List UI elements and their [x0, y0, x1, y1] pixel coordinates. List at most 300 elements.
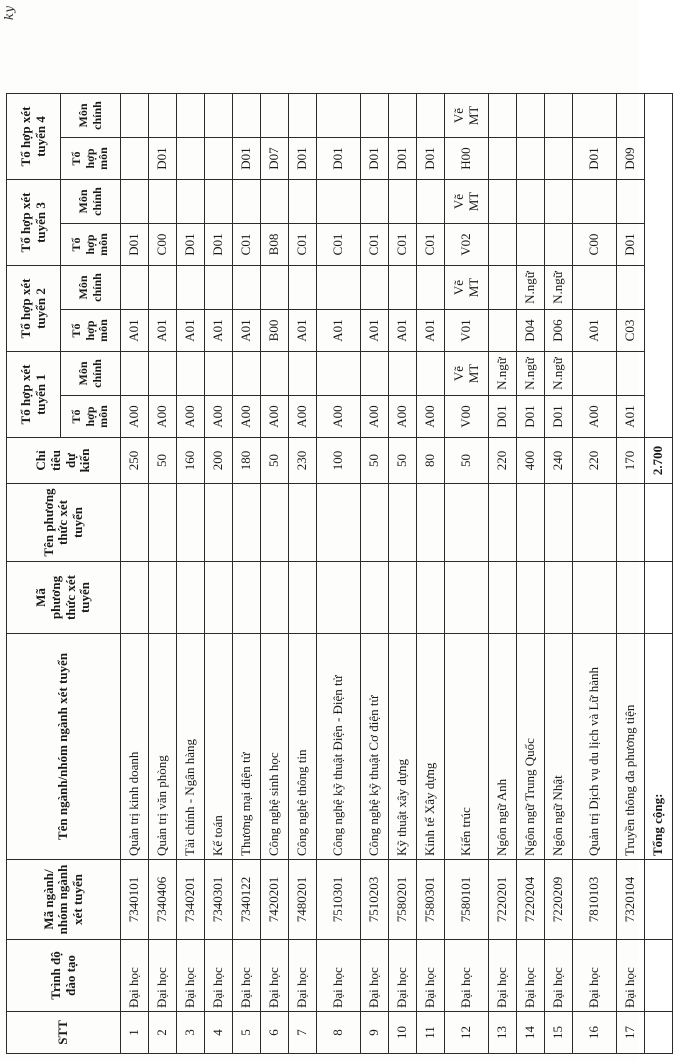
row-method-name	[149, 484, 177, 562]
row-combo-4: D09	[617, 138, 645, 180]
row-combo-4: D01	[317, 138, 361, 180]
header-method-code: Mã phương thức xét tuyển	[7, 562, 121, 634]
row-level: Đại học	[617, 940, 645, 1012]
table-row	[261, 94, 289, 1054]
row-combo-4: D01	[361, 138, 389, 180]
row-method-name	[417, 484, 445, 562]
row-main-2	[317, 266, 361, 310]
row-combo-1: A00	[389, 396, 417, 438]
row-main-2	[417, 266, 445, 310]
row-combo-1: A00	[361, 396, 389, 438]
table-row	[573, 94, 617, 1054]
total-value: 2.700	[645, 438, 673, 484]
row-combo-1: A00	[289, 396, 317, 438]
row-level: Đại học	[573, 940, 617, 1012]
row-combo-3: C01	[361, 224, 389, 266]
row-main-1	[149, 352, 177, 396]
row-method-code	[389, 562, 417, 634]
row-level: Đại học	[545, 940, 573, 1012]
total-blank	[645, 860, 673, 940]
row-combo-4	[205, 138, 233, 180]
row-main-1: N.ngữ	[489, 352, 517, 396]
row-main-4	[361, 94, 389, 138]
header-stt: STT	[7, 1012, 121, 1054]
row-code: 7340101	[121, 860, 149, 940]
row-stt: 14	[517, 1012, 545, 1054]
row-method-name	[317, 484, 361, 562]
row-method-name	[205, 484, 233, 562]
row-main-3	[289, 180, 317, 224]
row-level: Đại học	[445, 940, 489, 1012]
row-quota: 250	[121, 438, 149, 484]
row-main-1	[261, 352, 289, 396]
row-code: 7580201	[389, 860, 417, 940]
row-main-4	[261, 94, 289, 138]
row-main-4	[389, 94, 417, 138]
row-quota: 50	[261, 438, 289, 484]
row-level: Đại học	[205, 940, 233, 1012]
row-stt: 13	[489, 1012, 517, 1054]
table-row	[361, 94, 389, 1054]
header-combo-1: Tổ hợp xét tuyển 1	[7, 352, 61, 438]
row-main-2	[149, 266, 177, 310]
row-combo-4	[489, 138, 517, 180]
row-combo-2: C03	[617, 310, 645, 352]
row-combo-2: A01	[317, 310, 361, 352]
row-main-4	[573, 94, 617, 138]
row-main-4	[317, 94, 361, 138]
row-stt: 2	[149, 1012, 177, 1054]
row-main-2: N.ngữ	[517, 266, 545, 310]
table-body	[121, 94, 673, 1054]
row-combo-1: A00	[417, 396, 445, 438]
row-quota: 220	[573, 438, 617, 484]
row-main-1	[233, 352, 261, 396]
row-combo-1: A00	[149, 396, 177, 438]
row-level: Đại học	[389, 940, 417, 1012]
row-quota: 50	[389, 438, 417, 484]
row-combo-3	[517, 224, 545, 266]
row-main-4	[289, 94, 317, 138]
row-method-code	[545, 562, 573, 634]
table-row	[545, 94, 573, 1054]
row-combo-2: D04	[517, 310, 545, 352]
admission-table	[6, 93, 673, 1054]
row-combo-2: A01	[121, 310, 149, 352]
row-code: 7510203	[361, 860, 389, 940]
row-method-code	[361, 562, 389, 634]
row-main-2	[261, 266, 289, 310]
row-code: 7340301	[205, 860, 233, 940]
row-main-3	[417, 180, 445, 224]
row-main-1	[617, 352, 645, 396]
table-row	[617, 94, 645, 1054]
row-stt: 15	[545, 1012, 573, 1054]
row-quota: 400	[517, 438, 545, 484]
subheader-combo: Tổ hợp môn	[61, 396, 121, 438]
header-combo-2: Tổ hợp xét tuyển 2	[7, 266, 61, 352]
row-stt: 5	[233, 1012, 261, 1054]
row-quota: 180	[233, 438, 261, 484]
row-method-name	[545, 484, 573, 562]
row-name: Ngôn ngữ Trung Quốc	[517, 634, 545, 860]
row-main-3	[261, 180, 289, 224]
row-main-3	[317, 180, 361, 224]
row-method-name	[289, 484, 317, 562]
row-main-3	[489, 180, 517, 224]
header-level: Trình độ đào tạo	[7, 940, 121, 1012]
row-combo-1: A00	[573, 396, 617, 438]
header-quota: Chỉ tiêu dự kiến	[7, 438, 121, 484]
row-combo-2: B00	[261, 310, 289, 352]
row-level: Đại học	[261, 940, 289, 1012]
row-main-4	[517, 94, 545, 138]
row-method-code	[177, 562, 205, 634]
row-stt: 10	[389, 1012, 417, 1054]
row-main-1	[417, 352, 445, 396]
row-main-2: Vẽ MT	[445, 266, 489, 310]
row-main-4	[489, 94, 517, 138]
row-main-1	[205, 352, 233, 396]
row-stt: 16	[573, 1012, 617, 1054]
subheader-combo: Tổ hợp môn	[61, 138, 121, 180]
row-method-code	[489, 562, 517, 634]
row-combo-2: A01	[361, 310, 389, 352]
row-level: Đại học	[489, 940, 517, 1012]
row-name: Kiến trúc	[445, 634, 489, 860]
row-name: Kinh tế Xây dựng	[417, 634, 445, 860]
row-combo-2: A01	[573, 310, 617, 352]
row-main-3	[617, 180, 645, 224]
row-quota: 220	[489, 438, 517, 484]
row-combo-3: B08	[261, 224, 289, 266]
row-combo-1: A00	[261, 396, 289, 438]
total-blank	[645, 484, 673, 562]
row-name: Công nghệ kỹ thuật Điện - Điện tử	[317, 634, 361, 860]
row-stt: 17	[617, 1012, 645, 1054]
row-combo-4: D07	[261, 138, 289, 180]
row-combo-4	[517, 138, 545, 180]
row-combo-3: C01	[389, 224, 417, 266]
row-combo-2	[489, 310, 517, 352]
row-stt: 9	[361, 1012, 389, 1054]
row-name: Truyền thông đa phương tiện	[617, 634, 645, 860]
total-blank	[645, 940, 673, 1012]
row-code: 7340122	[233, 860, 261, 940]
row-code: 7220201	[489, 860, 517, 940]
row-combo-3: D01	[205, 224, 233, 266]
row-combo-4: D01	[417, 138, 445, 180]
row-code: 7580101	[445, 860, 489, 940]
row-combo-3	[489, 224, 517, 266]
table-row	[389, 94, 417, 1054]
row-combo-3: C01	[289, 224, 317, 266]
table-row	[489, 94, 517, 1054]
header-combo-3: Tổ hợp xét tuyển 3	[7, 180, 61, 266]
total-blank	[645, 94, 673, 438]
row-name: Kỹ thuật xây dựng	[389, 634, 417, 860]
total-blank	[645, 1012, 673, 1054]
row-stt: 7	[289, 1012, 317, 1054]
row-method-code	[417, 562, 445, 634]
row-code: 7810103	[573, 860, 617, 940]
row-quota: 230	[289, 438, 317, 484]
row-main-3	[361, 180, 389, 224]
row-code: 7580301	[417, 860, 445, 940]
row-quota: 170	[617, 438, 645, 484]
subheader-combo: Tổ hợp môn	[61, 310, 121, 352]
row-code: 7340201	[177, 860, 205, 940]
row-combo-4	[545, 138, 573, 180]
row-method-code	[445, 562, 489, 634]
row-main-1	[289, 352, 317, 396]
row-main-3	[121, 180, 149, 224]
row-stt: 4	[205, 1012, 233, 1054]
row-code: 7320104	[617, 860, 645, 940]
row-combo-3: D01	[177, 224, 205, 266]
row-quota: 50	[445, 438, 489, 484]
row-main-2	[617, 266, 645, 310]
row-method-code	[121, 562, 149, 634]
row-main-3	[517, 180, 545, 224]
row-level: Đại học	[289, 940, 317, 1012]
row-main-2	[121, 266, 149, 310]
row-main-1	[361, 352, 389, 396]
row-name: Công nghệ kỹ thuật Cơ điện tử	[361, 634, 389, 860]
row-combo-2: A01	[233, 310, 261, 352]
row-main-2	[361, 266, 389, 310]
row-main-1	[573, 352, 617, 396]
row-combo-4	[177, 138, 205, 180]
row-code: 7480201	[289, 860, 317, 940]
row-combo-1: A00	[205, 396, 233, 438]
row-level: Đại học	[149, 940, 177, 1012]
row-combo-3: C01	[233, 224, 261, 266]
row-main-1: N.ngữ	[545, 352, 573, 396]
header-method-name: Tên phương thức xét tuyển	[7, 484, 121, 562]
row-combo-1: V00	[445, 396, 489, 438]
row-combo-1: A00	[233, 396, 261, 438]
row-main-2	[177, 266, 205, 310]
row-main-3	[545, 180, 573, 224]
row-combo-4: D01	[389, 138, 417, 180]
subheader-combo: Tổ hợp môn	[61, 224, 121, 266]
row-method-code	[205, 562, 233, 634]
row-main-4	[233, 94, 261, 138]
row-level: Đại học	[317, 940, 361, 1012]
row-main-2	[573, 266, 617, 310]
row-combo-1: D01	[517, 396, 545, 438]
row-name: Công nghệ thông tin	[289, 634, 317, 860]
row-main-1	[389, 352, 417, 396]
row-level: Đại học	[233, 940, 261, 1012]
row-method-name	[121, 484, 149, 562]
row-method-code	[233, 562, 261, 634]
row-main-1	[177, 352, 205, 396]
row-combo-4: D01	[233, 138, 261, 180]
row-main-4	[177, 94, 205, 138]
row-main-3	[149, 180, 177, 224]
row-main-2	[233, 266, 261, 310]
total-blank	[645, 562, 673, 634]
signature-mark: ky	[2, 6, 16, 21]
row-level: Đại học	[517, 940, 545, 1012]
header-name: Tên ngành/nhóm ngành xét tuyển	[7, 634, 121, 860]
row-code: 7340406	[149, 860, 177, 940]
row-main-4: Vẽ MT	[445, 94, 489, 138]
subheader-main-subject: Môn chính	[61, 180, 121, 224]
row-method-name	[445, 484, 489, 562]
row-quota: 50	[361, 438, 389, 484]
row-main-4	[121, 94, 149, 138]
row-combo-3: D01	[617, 224, 645, 266]
row-combo-3: D01	[121, 224, 149, 266]
row-combo-1: A00	[121, 396, 149, 438]
row-combo-4: D01	[289, 138, 317, 180]
row-name: Ngôn ngữ Anh	[489, 634, 517, 860]
row-combo-2: A01	[205, 310, 233, 352]
row-main-3	[177, 180, 205, 224]
row-method-code	[573, 562, 617, 634]
row-quota: 240	[545, 438, 573, 484]
row-main-2: N.ngữ	[545, 266, 573, 310]
row-name: Kế toán	[205, 634, 233, 860]
row-quota: 100	[317, 438, 361, 484]
row-main-3	[573, 180, 617, 224]
row-combo-3: C00	[149, 224, 177, 266]
row-main-2	[205, 266, 233, 310]
row-stt: 11	[417, 1012, 445, 1054]
row-combo-2: A01	[389, 310, 417, 352]
row-stt: 3	[177, 1012, 205, 1054]
row-main-3: Vẽ MT	[445, 180, 489, 224]
row-main-3	[389, 180, 417, 224]
row-level: Đại học	[417, 940, 445, 1012]
row-level: Đại học	[361, 940, 389, 1012]
row-combo-4: D01	[149, 138, 177, 180]
table-row	[233, 94, 261, 1054]
table-row	[517, 94, 545, 1054]
row-combo-3: C00	[573, 224, 617, 266]
row-code: 7220204	[517, 860, 545, 940]
row-method-name	[177, 484, 205, 562]
row-main-1	[317, 352, 361, 396]
row-name: Công nghệ sinh học	[261, 634, 289, 860]
row-main-2	[389, 266, 417, 310]
row-name: Tài chính - Ngân hàng	[177, 634, 205, 860]
row-main-4	[149, 94, 177, 138]
subheader-main-subject: Môn chính	[61, 352, 121, 396]
row-combo-1: A00	[177, 396, 205, 438]
row-main-3	[233, 180, 261, 224]
row-method-name	[489, 484, 517, 562]
row-name: Quản trị Dịch vụ du lịch và Lữ hành	[573, 634, 617, 860]
row-stt: 12	[445, 1012, 489, 1054]
row-method-name	[389, 484, 417, 562]
row-main-2	[289, 266, 317, 310]
row-main-1: Vẽ MT	[445, 352, 489, 396]
header-code: Mã ngành/ nhóm ngành xét tuyển	[7, 860, 121, 940]
row-main-1: N.ngữ	[517, 352, 545, 396]
row-method-name	[573, 484, 617, 562]
row-combo-2: A01	[289, 310, 317, 352]
row-method-name	[261, 484, 289, 562]
subheader-main-subject: Môn chính	[61, 266, 121, 310]
row-level: Đại học	[177, 940, 205, 1012]
row-combo-1: D01	[489, 396, 517, 438]
row-stt: 8	[317, 1012, 361, 1054]
table-row	[417, 94, 445, 1054]
row-main-2	[489, 266, 517, 310]
row-quota: 200	[205, 438, 233, 484]
row-code: 7220209	[545, 860, 573, 940]
row-stt: 6	[261, 1012, 289, 1054]
row-method-code	[617, 562, 645, 634]
row-combo-3: C01	[317, 224, 361, 266]
row-quota: 80	[417, 438, 445, 484]
row-quota: 160	[177, 438, 205, 484]
row-quota: 50	[149, 438, 177, 484]
row-combo-1: A01	[617, 396, 645, 438]
row-method-name	[361, 484, 389, 562]
row-method-code	[149, 562, 177, 634]
row-code: 7510301	[317, 860, 361, 940]
table-row	[317, 94, 361, 1054]
row-name: Quản trị kinh doanh	[121, 634, 149, 860]
row-code: 7420201	[261, 860, 289, 940]
table-row	[121, 94, 149, 1054]
table-row	[205, 94, 233, 1054]
row-combo-3	[545, 224, 573, 266]
row-combo-3: C01	[417, 224, 445, 266]
row-main-4	[617, 94, 645, 138]
row-combo-2: A01	[417, 310, 445, 352]
row-name: Quản trị văn phòng	[149, 634, 177, 860]
subheader-main-subject: Môn chính	[61, 94, 121, 138]
row-combo-4: H00	[445, 138, 489, 180]
table-row	[177, 94, 205, 1054]
row-name: Ngôn ngữ Nhật	[545, 634, 573, 860]
table-row	[445, 94, 489, 1054]
row-combo-2: D06	[545, 310, 573, 352]
row-level: Đại học	[121, 940, 149, 1012]
row-method-code	[261, 562, 289, 634]
row-main-4	[205, 94, 233, 138]
row-combo-2: A01	[149, 310, 177, 352]
header-combo-4: Tổ hợp xét tuyển 4	[7, 94, 61, 180]
row-main-4	[417, 94, 445, 138]
row-combo-2: V01	[445, 310, 489, 352]
row-method-name	[517, 484, 545, 562]
row-main-3	[205, 180, 233, 224]
total-label: Tổng cộng:	[645, 634, 673, 860]
row-stt: 1	[121, 1012, 149, 1054]
row-name: Thương mại điện tử	[233, 634, 261, 860]
total-row	[645, 94, 673, 1054]
row-method-name	[233, 484, 261, 562]
row-combo-3: V02	[445, 224, 489, 266]
row-combo-1: A00	[317, 396, 361, 438]
row-method-name	[617, 484, 645, 562]
row-method-code	[289, 562, 317, 634]
table-row	[149, 94, 177, 1054]
row-main-4	[545, 94, 573, 138]
row-combo-4	[121, 138, 149, 180]
row-main-1	[121, 352, 149, 396]
row-method-code	[517, 562, 545, 634]
row-combo-4: D01	[573, 138, 617, 180]
row-combo-2: A01	[177, 310, 205, 352]
